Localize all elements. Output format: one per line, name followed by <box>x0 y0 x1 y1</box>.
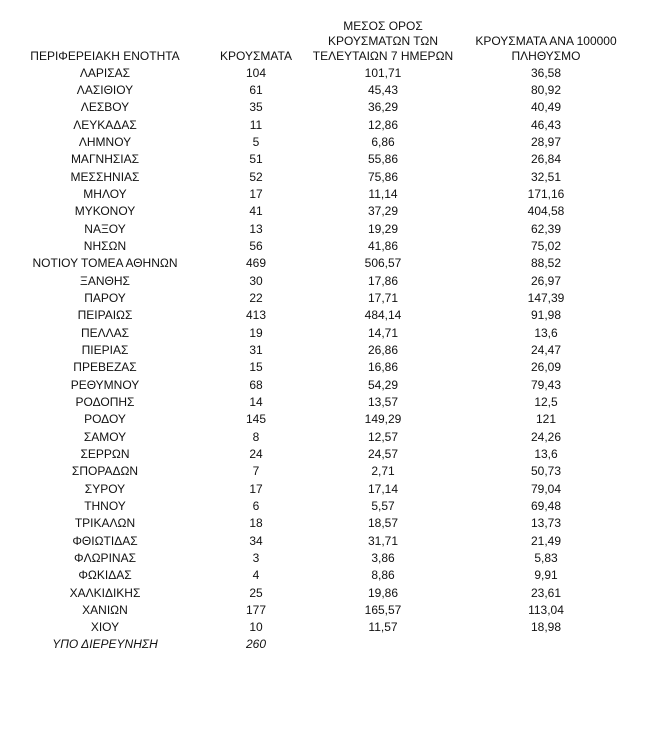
table-row <box>0 289 628 306</box>
cases-cell: 7 <box>252 464 260 479</box>
seven-day-average-cell: 17,71 <box>367 290 399 305</box>
per-100k-cell: 91,98 <box>530 308 562 323</box>
region-cell: ΡΕΘΥΜΝΟΥ <box>70 377 140 392</box>
table-row <box>0 359 628 376</box>
cases-cell: 56 <box>249 238 263 253</box>
table-row <box>0 220 628 237</box>
seven-day-average-cell: 11,57 <box>368 620 398 635</box>
table-row <box>0 532 628 549</box>
per-100k-cell: 171,16 <box>527 186 565 201</box>
seven-day-average-cell: 12,57 <box>367 429 399 444</box>
per-100k-cell: 26,84 <box>530 152 562 167</box>
cases-cell: 35 <box>249 100 263 115</box>
cases-cell: 30 <box>249 273 263 288</box>
cases-cell: 14 <box>249 394 263 409</box>
cases-cell: 8 <box>252 429 260 444</box>
seven-day-average-cell: 8,86 <box>371 568 395 583</box>
cases-cell: 4 <box>252 568 260 583</box>
cases-cell: 61 <box>249 82 263 97</box>
seven-day-average-cell: 24,57 <box>367 446 399 461</box>
per-100k-cell: 80,92 <box>530 82 562 97</box>
table-row <box>0 116 628 133</box>
table-row <box>0 497 628 514</box>
table-row <box>0 601 628 618</box>
region-cell: ΞΑΝΘΗΣ <box>80 273 130 288</box>
per-100k-cell: 121 <box>535 412 557 427</box>
per-100k-cell: 26,97 <box>530 273 562 288</box>
per-100k-cell: 113,04 <box>528 602 564 617</box>
region-cell: ΜΗΛΟΥ <box>83 186 127 201</box>
seven-day-average-cell: 17,86 <box>367 273 399 288</box>
header-cases: ΚΡΟΥΣΜΑΤΑ <box>220 49 292 63</box>
seven-day-average-cell: 3,86 <box>371 550 395 565</box>
region-cell: ΡΟΔΟΠΗΣ <box>75 394 135 409</box>
seven-day-average-cell: 41,86 <box>367 238 399 253</box>
per-100k-cell: 404,58 <box>527 204 565 219</box>
per-100k-cell: 21,49 <box>530 533 562 548</box>
seven-day-average-cell: 18,57 <box>367 516 399 531</box>
per-100k-cell: 23,61 <box>530 585 562 600</box>
region-cell: ΣΑΜΟΥ <box>83 429 127 444</box>
per-100k-cell: 69,48 <box>530 498 562 513</box>
region-cell: ΧΑΛΚΙΔΙΚΗΣ <box>69 585 141 600</box>
region-cell: ΡΟΔΟΥ <box>84 412 126 427</box>
per-100k-cell: 9,91 <box>534 568 558 583</box>
table-row <box>0 584 628 601</box>
table-row <box>0 133 628 150</box>
under-investigation-cases: 260 <box>245 637 267 652</box>
cases-cell: 51 <box>249 152 263 167</box>
per-100k-cell: 36,58 <box>530 65 562 80</box>
per-100k-cell: 12,5 <box>534 394 558 409</box>
region-cell: ΜΑΓΝΗΣΙΑΣ <box>70 152 140 167</box>
region-cell: ΤΡΙΚΑΛΩΝ <box>74 516 136 531</box>
seven-day-average-cell: 37,29 <box>367 204 399 219</box>
seven-day-average-cell: 14,71 <box>367 325 399 340</box>
cases-cell: 31 <box>249 342 263 357</box>
table-row <box>0 151 628 168</box>
cases-cell: 413 <box>245 308 267 323</box>
table-row <box>0 307 628 324</box>
region-cell: ΝΟΤΙΟΥ ΤΟΜΕΑ ΑΘΗΝΩΝ <box>32 256 178 271</box>
region-cell: ΦΩΚΙΔΑΣ <box>78 568 132 583</box>
per-100k-cell: 24,47 <box>530 342 562 357</box>
region-cell: ΛΑΡΙΣΑΣ <box>79 65 131 80</box>
cases-cell: 25 <box>249 585 263 600</box>
region-cell: ΣΕΡΡΩΝ <box>80 446 130 461</box>
seven-day-average-cell: 2,71 <box>371 464 395 479</box>
cases-cell: 68 <box>249 377 263 392</box>
region-cell: ΝΑΞΟΥ <box>84 221 126 236</box>
cases-cell: 22 <box>249 290 263 305</box>
table-body <box>0 64 628 636</box>
seven-day-average-cell: 484,14 <box>364 308 402 323</box>
cases-cell: 52 <box>249 169 263 184</box>
cases-cell: 6 <box>252 498 260 513</box>
per-100k-cell: 13,6 <box>534 325 558 340</box>
table-row <box>0 428 628 445</box>
table-header <box>0 8 650 64</box>
region-cell: ΛΑΣΙΘΙΟΥ <box>76 82 134 97</box>
table-row <box>0 168 628 185</box>
seven-day-average-cell: 149,29 <box>364 412 402 427</box>
per-100k-cell: 62,39 <box>530 221 562 236</box>
table-row <box>0 81 628 98</box>
region-cell: ΦΘΙΩΤΙΔΑΣ <box>72 533 138 548</box>
region-cell: ΛΕΥΚΑΔΑΣ <box>73 117 137 132</box>
per-100k-cell: 24,26 <box>530 429 562 444</box>
cases-cell: 17 <box>249 481 263 496</box>
region-cell: ΜΥΚΟΝΟΥ <box>74 204 136 219</box>
per-100k-cell: 28,97 <box>530 134 562 149</box>
seven-day-average-cell: 11,14 <box>368 186 398 201</box>
header-seven-day-average: ΜΕΣΟΣ ΟΡΟΣ ΚΡΟΥΣΜΑΤΩΝ ΤΩΝ ΤΕΛΕΥΤΑΙΩΝ 7 ΗΜΕΡΩΝ <box>312 19 454 63</box>
cases-cell: 469 <box>245 256 267 271</box>
region-cell: ΝΗΣΩΝ <box>83 238 127 253</box>
per-100k-cell: 50,73 <box>530 464 562 479</box>
cases-cell: 3 <box>252 550 260 565</box>
table-row <box>0 480 628 497</box>
cases-cell: 10 <box>249 620 263 635</box>
cases-cell: 19 <box>249 325 263 340</box>
region-cell: ΠΑΡΟΥ <box>84 290 126 305</box>
cases-cell: 41 <box>249 204 263 219</box>
seven-day-average-cell: 5,57 <box>371 498 395 513</box>
per-100k-cell: 18,98 <box>530 620 562 635</box>
per-100k-cell: 75,02 <box>530 238 562 253</box>
per-100k-cell: 147,39 <box>527 290 565 305</box>
seven-day-average-cell: 45,43 <box>367 82 399 97</box>
seven-day-average-cell: 31,71 <box>367 533 399 548</box>
cases-cell: 177 <box>245 602 267 617</box>
cases-cell: 11 <box>249 117 263 132</box>
table-row <box>0 376 628 393</box>
seven-day-average-cell: 75,86 <box>367 169 399 184</box>
seven-day-average-cell: 6,86 <box>371 134 395 149</box>
seven-day-average-cell: 54,29 <box>367 377 399 392</box>
region-cell: ΠΕΙΡΑΙΩΣ <box>77 308 133 323</box>
region-cell: ΠΕΛΛΑΣ <box>80 325 130 340</box>
per-100k-cell: 79,43 <box>530 377 562 392</box>
table-row <box>0 567 628 584</box>
cases-cell: 13 <box>249 221 263 236</box>
per-100k-cell: 79,04 <box>530 481 562 496</box>
table-row <box>0 255 628 272</box>
table-row <box>0 324 628 341</box>
region-cell: ΛΕΣΒΟΥ <box>80 100 130 115</box>
seven-day-average-cell: 36,29 <box>367 100 399 115</box>
region-cell: ΦΛΩΡΙΝΑΣ <box>74 550 136 565</box>
region-cell: ΧΙΟΥ <box>90 620 120 635</box>
header-cases-per-100k: ΚΡΟΥΣΜΑΤΑ ΑΝΑ 100000 ΠΛΗΘΥΣΜΟ <box>475 34 617 63</box>
region-cell: ΜΕΣΣΗΝΙΑΣ <box>70 169 140 184</box>
cases-cell: 34 <box>249 533 263 548</box>
under-investigation-label: ΥΠΟ ΔΙΕΡΕΥΝΗΣΗ <box>52 637 158 652</box>
seven-day-average-cell: 101,71 <box>364 65 402 80</box>
seven-day-average-cell: 55,86 <box>367 152 399 167</box>
region-cell: ΤΗΝΟΥ <box>84 498 126 513</box>
seven-day-average-cell: 13,57 <box>367 394 399 409</box>
per-100k-cell: 13,6 <box>534 446 558 461</box>
per-100k-cell: 88,52 <box>530 256 562 271</box>
table-row <box>0 445 628 462</box>
table-row <box>0 393 628 410</box>
per-100k-cell: 5,83 <box>534 550 558 565</box>
cases-cell: 17 <box>249 186 263 201</box>
region-cell: ΣΠΟΡΑΔΩΝ <box>71 464 139 479</box>
region-cell: ΣΥΡΟΥ <box>84 481 126 496</box>
table-row <box>0 549 628 566</box>
cases-cell: 24 <box>249 446 263 461</box>
table-row <box>0 99 628 116</box>
seven-day-average-cell: 19,86 <box>367 585 399 600</box>
per-100k-cell: 26,09 <box>530 360 562 375</box>
seven-day-average-cell: 19,29 <box>367 221 399 236</box>
per-100k-cell: 32,51 <box>530 169 562 184</box>
seven-day-average-cell: 16,86 <box>367 360 399 375</box>
per-100k-cell: 40,49 <box>530 100 562 115</box>
table-row <box>0 515 628 532</box>
table-row <box>0 619 628 636</box>
per-100k-cell: 46,43 <box>530 117 562 132</box>
region-cell: ΠΙΕΡΙΑΣ <box>81 342 129 357</box>
table-row <box>0 272 628 289</box>
region-cell: ΠΡΕΒΕΖΑΣ <box>73 360 137 375</box>
cases-cell: 18 <box>249 516 263 531</box>
table-row <box>0 463 628 480</box>
seven-day-average-cell: 165,57 <box>364 602 402 617</box>
cases-cell: 145 <box>245 412 267 427</box>
per-100k-cell: 13,73 <box>530 516 562 531</box>
cases-table <box>0 64 628 653</box>
cases-cell: 5 <box>252 134 260 149</box>
table-row <box>0 203 628 220</box>
under-investigation-row <box>0 636 628 653</box>
seven-day-average-cell: 506,57 <box>364 256 402 271</box>
seven-day-average-cell: 17,14 <box>367 481 399 496</box>
table-row <box>0 237 628 254</box>
cases-cell: 104 <box>245 65 267 80</box>
header-region: ΠΕΡΙΦΕΡΕΙΑΚΗ ΕΝΟΤΗΤΑ <box>30 49 180 63</box>
table-row <box>0 64 628 81</box>
region-cell: ΧΑΝΙΩΝ <box>82 602 128 617</box>
table-row <box>0 185 628 202</box>
region-cell: ΛΗΜΝΟΥ <box>78 134 132 149</box>
cases-cell: 15 <box>249 360 263 375</box>
seven-day-average-cell: 26,86 <box>367 342 399 357</box>
table-row <box>0 341 628 358</box>
seven-day-average-cell: 12,86 <box>367 117 399 132</box>
table-row <box>0 411 628 428</box>
